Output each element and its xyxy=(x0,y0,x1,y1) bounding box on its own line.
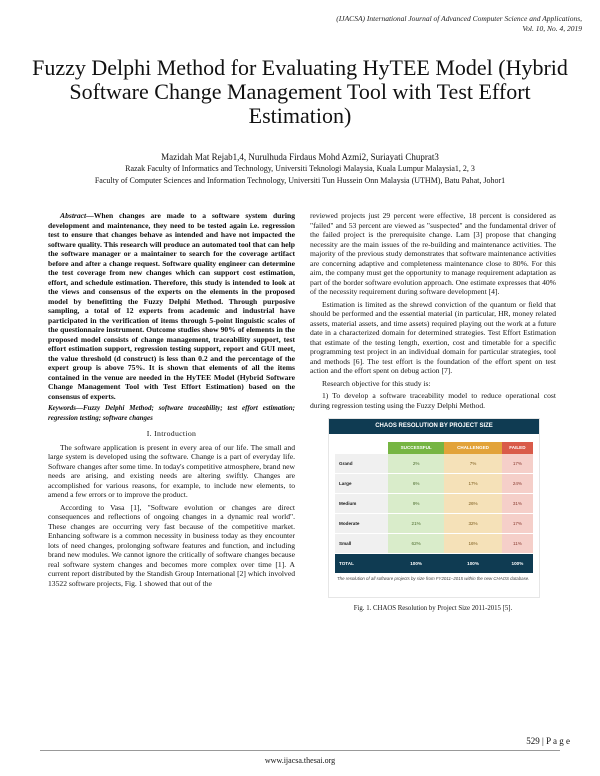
paragraph: 1) To develop a software traceability model to reduce operational cost during regression testing using the Fuzzy Delphi Method. xyxy=(310,391,556,410)
footer-divider xyxy=(40,750,560,751)
journal-header xyxy=(222,14,582,33)
table-row-total xyxy=(335,554,533,574)
cell-challenged: 32% xyxy=(444,514,502,534)
table-row xyxy=(335,534,533,554)
figure-chaos-resolution xyxy=(328,418,540,598)
affiliation-2: Faculty of Computer Sciences and Information Technology, Universiti Tun Hussein Onn Malaysia (UTHM), Batu Pahat, Johor1 xyxy=(94,176,506,185)
abstract-text: —When changes are made to a software system during development and maintenance, they need to be tested again i.e. regression test to ensure that changes behave as intended and have not impacted the software quality. This research will produce an automated tool that can help the software manager or a maintainer to search for the coverage artifact before and after a change request. Software quality engineer can determine the test coverage from new changes which can support cost estimation, effort, and schedule estimation. Therefore, this study is intended to look at the views and consensus of the experts on the elements in the proposed model by benefitting the Fuzzy Delphi Method. Through purposive sampling, a total of 12 experts from academic and industrial have participated in the verification of items through 5-point linguistic scales of the questionnaire instrument. Outcome studies show 90% of elements in the proposed model consists of change management, traceability support, test effort estimation support, regression testing support, report and GUI meet, the value threshold (d construct) is less than 0.2 and the percentage of the expert group is above 75%. It is shown that elements of all the items contained in the venue are needed in the HyTEE Model (Hybrid Software Change Management Tool with Test Effort Estimation) based on the consensus of experts. xyxy=(48,211,295,401)
cell-successful: 62% xyxy=(388,534,444,554)
affiliation-1: Razak Faculty of Informatics and Technology, Universiti Teknologi Malaysia, Kuala Lumpur Malaysia1, 2, 3 xyxy=(125,164,475,173)
author-list: Mazidah Mat Rejab1,4, Nurulhuda Firdaus Mohd Azmi2, Suriayati Chuprat3 xyxy=(161,152,439,162)
cell-challenged: 7% xyxy=(444,454,502,474)
column-header-challenged: CHALLENGED xyxy=(444,442,502,454)
cell-challenged: 17% xyxy=(444,474,502,494)
journal-line-2: Vol. 10, No. 4, 2019 xyxy=(522,23,582,33)
table-row xyxy=(335,454,533,474)
section-heading-introduction: I. Introduction xyxy=(146,429,197,438)
cell-total: 100% xyxy=(388,554,444,574)
column-header-successful: SUCCESSFUL xyxy=(388,442,444,454)
paper-title: Fuzzy Delphi Method for Evaluating HyTEE Model (Hybrid Software Change Management Tool with Test Effort Estimation) xyxy=(32,55,568,128)
left-column xyxy=(48,211,295,591)
cell-failed: 11% xyxy=(502,534,533,554)
row-label: Medium xyxy=(335,494,388,514)
figure-caption: Fig. 1. CHAOS Resolution by Project Size 2011-2015 [5]. xyxy=(353,605,513,612)
paragraph: The software application is present in every area of our life. The small and large system is developed using the software. Change is a part of everyday life. Software changes after some time. In today's competitive atmosphere, brand new needs are arising, and existing needs are altering swiftly. Changes are accomplished for various reasons, for example, to include new elements, to amend a few errors or to improve the product. xyxy=(48,442,295,499)
abstract xyxy=(48,211,295,401)
right-column xyxy=(310,211,556,614)
row-label: Small xyxy=(335,534,388,554)
cell-successful: 6% xyxy=(388,474,444,494)
cell-successful: 9% xyxy=(388,494,444,514)
keywords: Keywords—Fuzzy Delphi Method; software traceability; test effort estimation; regression testing; software changes xyxy=(48,404,295,422)
paragraph: reviewed projects just 29 percent were effective, 18 percent is considered as "failed" and 53 percent are viewed as "suspected" and the fundamental driver of the failed project is the prerequisite change. Lam [3] propose that changing necessity are the main issues of the re-building and maintenance activities. The majority of the previous study demonstrates that software maintenance activities are concerning adaptive and completeness maintenance close to 80%. For this aim, the company must get the opportunity to manage requirement adaptation as part of the border software evolution approach. One estimate expresses that 40% of the necessity requirement during software development [4]. xyxy=(310,211,556,296)
table-row xyxy=(335,514,533,534)
table-row xyxy=(335,474,533,494)
column-header-failed: FAILED xyxy=(502,442,533,454)
cell-failed: 17% xyxy=(502,454,533,474)
cell-failed: 31% xyxy=(502,494,533,514)
cell-successful: 2% xyxy=(388,454,444,474)
footer-website: www.ijacsa.thesai.org xyxy=(264,756,336,765)
cell-challenged: 16% xyxy=(444,534,502,554)
cell-successful: 21% xyxy=(388,514,444,534)
row-label: Moderate xyxy=(335,514,388,534)
page-number: 529 | P a g e xyxy=(526,736,570,746)
cell-failed: 17% xyxy=(502,514,533,534)
cell-failed: 24% xyxy=(502,474,533,494)
figure-note: The resolution of all software projects by size from FY2011–2015 within the new CHAOS database. xyxy=(337,576,530,581)
paragraph: Research objective for this study is: xyxy=(322,378,431,388)
row-label: Grand xyxy=(335,454,388,474)
cell-total: 100% xyxy=(502,554,533,574)
table-row xyxy=(335,494,533,514)
table-corner xyxy=(335,442,388,454)
cell-challenged: 26% xyxy=(444,494,502,514)
figure-header: CHAOS RESOLUTION BY PROJECT SIZE xyxy=(329,419,539,434)
row-label: Large xyxy=(335,474,388,494)
paragraph: Estimation is limited as the shrewd conviction of the quantum or field that should be performed and the essential material (in particular, HR, money related assets, material assets, and time assets) required playing out the work at a future date in a characterized domain for determined strategies. Test Effort Estimation that estimate of the testing length, exertion, cost and timetable for a specific programming test project in an individual domain for particular strategies, tool and methods [6]. The test effort is the foundation of the effort spent on test action and the effort spent on debug action [7]. xyxy=(310,299,556,375)
paragraph: According to Vasa [1], "Software evolution or changes are direct consequences and reflections of ongoing changes in a dynamic real world". These changes are occurring very fast because of the competitive market. Enhancing software is a common necessity in business today as they encounter lots of need changes, prolonging software features and function, and including brand new modules. We cannot ignore the critically of software changes because real software system changes and becomes more complex over time [1]. A current report distributed by the Standish Group International [2] which involved 13522 software projects, Fig. 1 showed that out of the xyxy=(48,502,295,588)
journal-line-1: (IJACSA) International Journal of Advanced Computer Science and Applications, xyxy=(336,14,582,23)
abstract-label: Abstract xyxy=(60,211,87,220)
figure-table xyxy=(335,442,533,574)
cell-total: 100% xyxy=(444,554,502,574)
row-label: TOTAL xyxy=(335,554,388,574)
